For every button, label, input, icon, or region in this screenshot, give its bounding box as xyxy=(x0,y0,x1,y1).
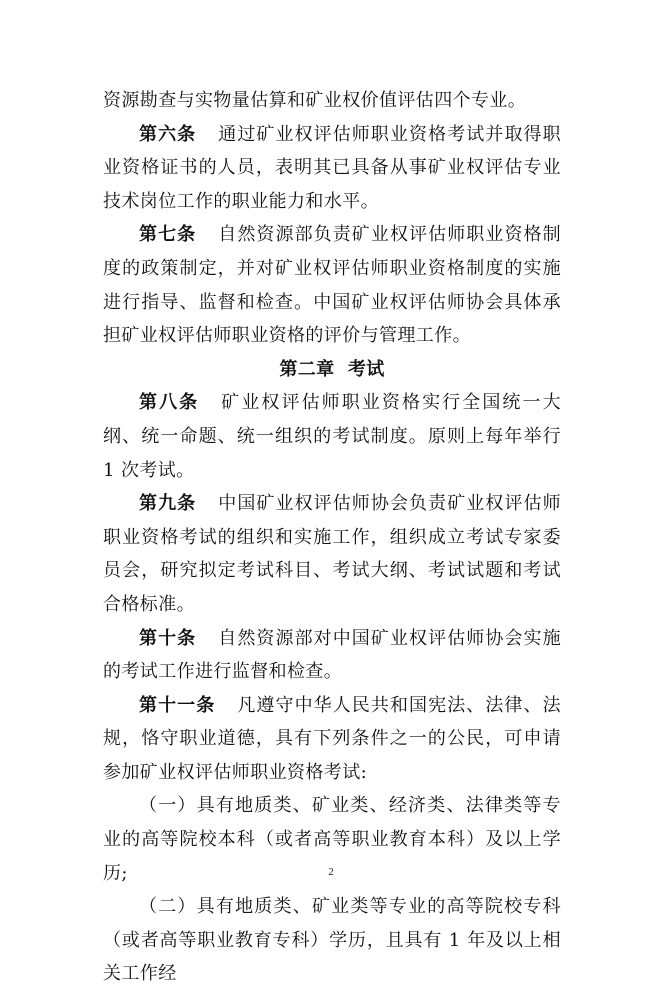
list-item-2 xyxy=(103,890,561,991)
article-number: 第十条 xyxy=(139,627,197,649)
list-item-text: （二）具有地质类、矿业类等专业的高等院校专科（或者高等职业教育专科）学历，且具有 1 年及以上相关工作经 xyxy=(103,896,561,985)
article-text: 矿业权评估师职业资格实行全国统一大纲、统一命题、统一组织的考试制度。原则上每年举行 1 次考试。 xyxy=(103,392,561,481)
article-number: 第九条 xyxy=(139,493,197,515)
article-7 xyxy=(103,218,561,352)
list-item-text: （一）具有地质类、矿业类、经济类、法律类等专业的高等院校本科（或者高等职业教育本科）及以上学历; xyxy=(103,795,561,884)
chapter-heading xyxy=(103,353,561,387)
article-text: 自然资源部负责矿业权评估师职业资格制度的政策制定，并对矿业权评估师职业资格制度的实施进行指导、监督和检查。中国矿业权评估师协会具体承担矿业权评估师职业资格的评价与管理工作。 xyxy=(103,224,562,347)
article-text: 凡遵守中华人民共和国宪法、法律、法规，恪守职业道德，具有下列条件之一的公民，可申请参加矿业权评估师职业资格考试: xyxy=(103,694,561,783)
article-text: 通过矿业权评估师职业资格考试并取得职业资格证书的人员，表明其已具备从事矿业权评估专业技术岗位工作的职业能力和水平。 xyxy=(103,123,562,212)
article-6 xyxy=(103,118,561,219)
document-body xyxy=(103,84,561,991)
article-number: 第七条 xyxy=(139,224,197,246)
paragraph-continuation xyxy=(103,84,561,118)
article-number: 第十一条 xyxy=(139,694,216,716)
article-text: 自然资源部对中国矿业权评估师协会实施的考试工作进行监督和检查。 xyxy=(103,627,562,683)
article-text: 中国矿业权评估师协会负责矿业权评估师职业资格考试的组织和实施工作，组织成立考试专家委员会，研究拟定考试科目、考试大纲、考试试题和考试合格标准。 xyxy=(103,493,562,615)
paragraph-text: 资源勘查与实物量估算和矿业权价值评估四个专业。 xyxy=(103,90,527,111)
article-9 xyxy=(103,487,561,621)
article-number: 第八条 xyxy=(139,392,200,414)
article-number: 第六条 xyxy=(139,123,197,145)
page-number: 2 xyxy=(328,866,334,878)
article-10 xyxy=(103,622,561,689)
article-8 xyxy=(103,386,561,487)
article-11 xyxy=(103,689,561,790)
chapter-title: 第二章 考试 xyxy=(279,358,385,380)
